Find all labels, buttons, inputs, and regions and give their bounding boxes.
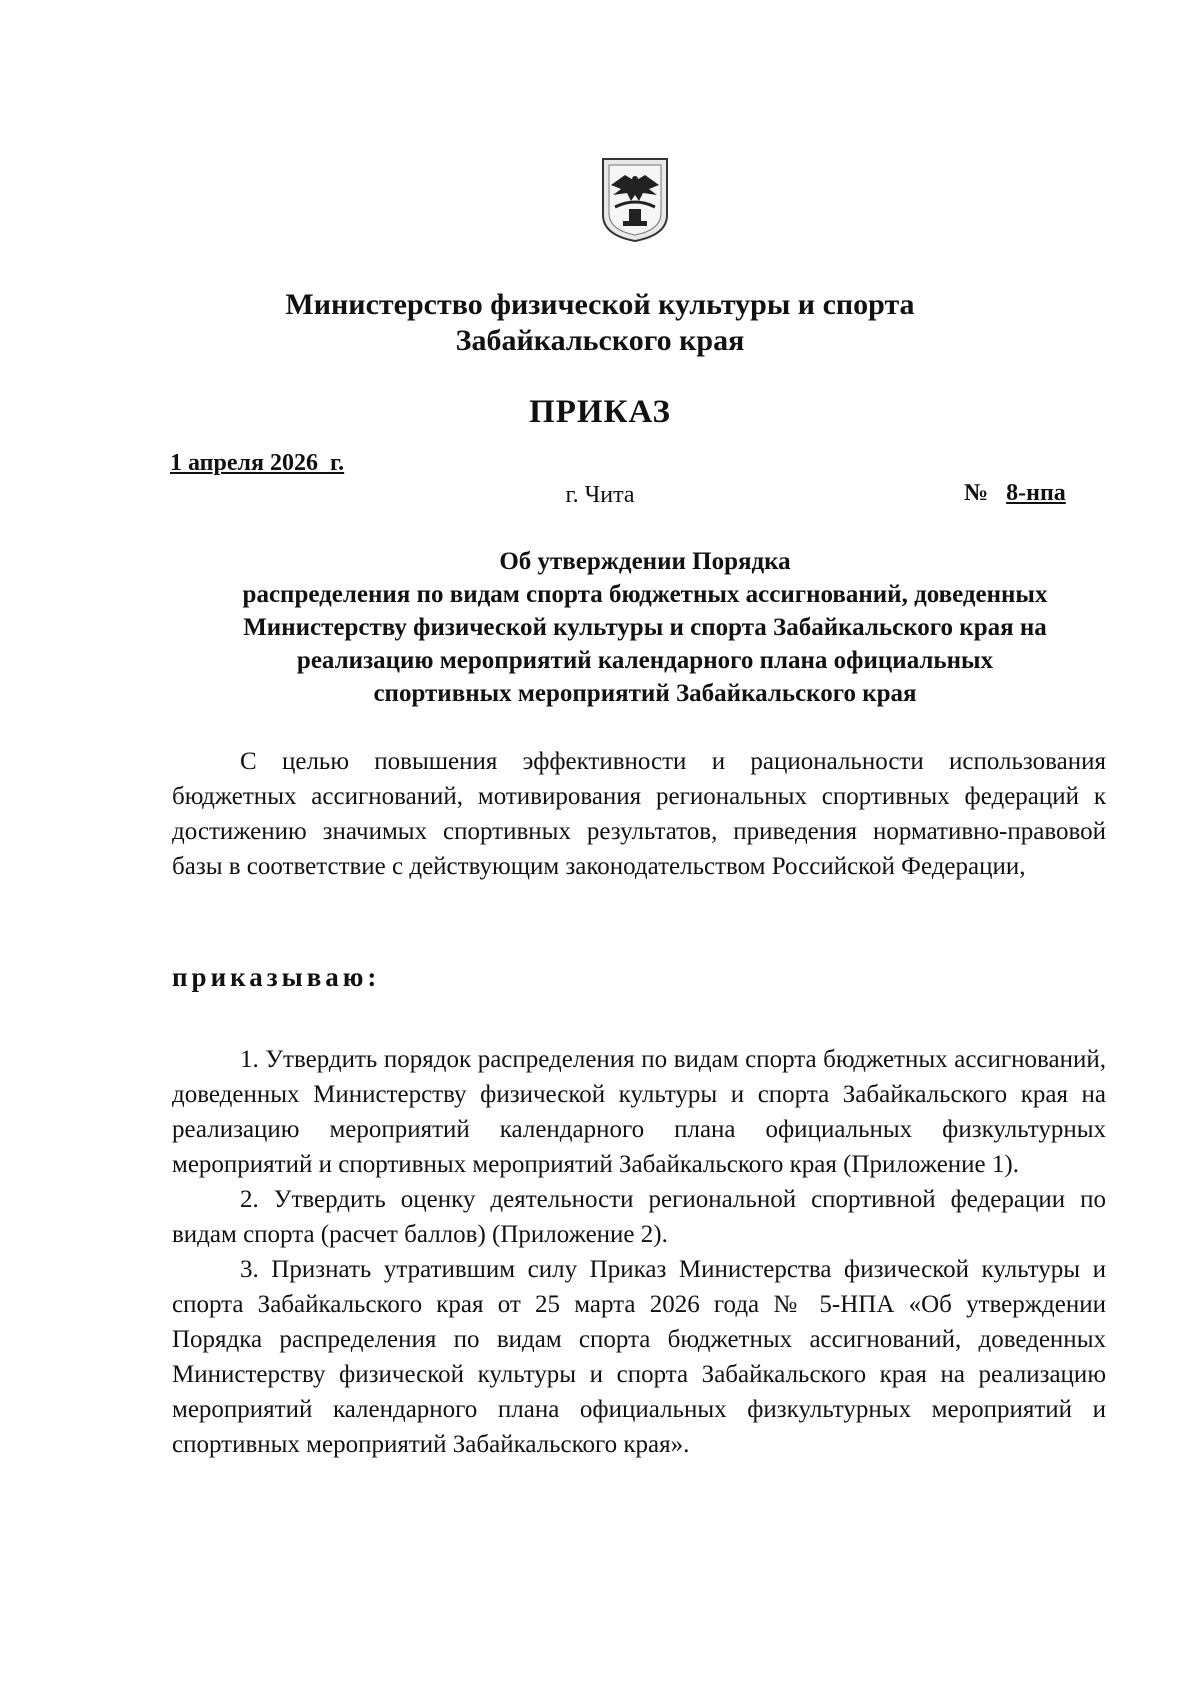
- order-items: [172, 1042, 1106, 1462]
- order-city: г. Чита: [565, 482, 635, 508]
- order-item-3: 3. Признать утратившим силу Приказ Министерства физической культуры и спорта Забайкальского края от 25 марта 2026 года № 5-НПА «Об утверждении Порядка распределения по видам спорта бюджетных ассигнований, доведенных Министерству физической культуры и спорта Забайкальского края на реализацию мероприятий календарного плана официальных физкультурных мероприятий и спортивных мероприятий Забайкальского края».: [172, 1256, 1106, 1458]
- coat-of-arms-icon: [599, 155, 671, 243]
- subject-line-3: Министерству физической культуры и спорта Забайкальского края на: [243, 614, 1047, 641]
- order-number-value: 8-нпа: [1006, 480, 1066, 506]
- ministry-line-1: Министерство физической культуры и спорта: [285, 288, 915, 321]
- order-item-2: 2. Утвердить оценку деятельности региональной спортивной федерации по видам спорта (расчет баллов) (Приложение 2).: [172, 1186, 1106, 1248]
- order-item-1: 1. Утвердить порядок распределения по видам спорта бюджетных ассигнований, доведенных Министерству физической культуры и спорта Забайкальского края на реализацию мероприятий календарного плана официальных физкультурных мероприятий и спортивных мероприятий Забайкальского края (Приложение 1).: [172, 1046, 1106, 1178]
- order-subject: [150, 545, 1140, 710]
- subject-line-1: Об утверждении Порядка: [499, 548, 791, 575]
- ministry-name: [150, 287, 1050, 359]
- order-date: 1 апреля 2026 г.: [170, 450, 345, 476]
- subject-line-5: спортивных мероприятий Забайкальского края: [373, 680, 917, 707]
- preamble: [172, 744, 1106, 884]
- subject-line-4: реализацию мероприятий календарного плана официальных: [296, 647, 994, 674]
- preamble-text: С целью повышения эффективности и рациональности использования бюджетных ассигнований, мотивирования региональных спортивных федераций к достижению значимых спортивных результатов, приведения нормативно-правовой базы в соответствие с действующим законодательством Российской Федерации,: [172, 748, 1106, 880]
- order-title: ПРИКАЗ: [529, 394, 671, 430]
- order-number-label: №: [964, 480, 989, 506]
- ministry-line-2: Забайкальского края: [455, 324, 745, 357]
- subject-line-2: распределения по видам спорта бюджетных ассигнований, доведенных: [242, 581, 1048, 608]
- command-word: приказываю:: [172, 962, 381, 992]
